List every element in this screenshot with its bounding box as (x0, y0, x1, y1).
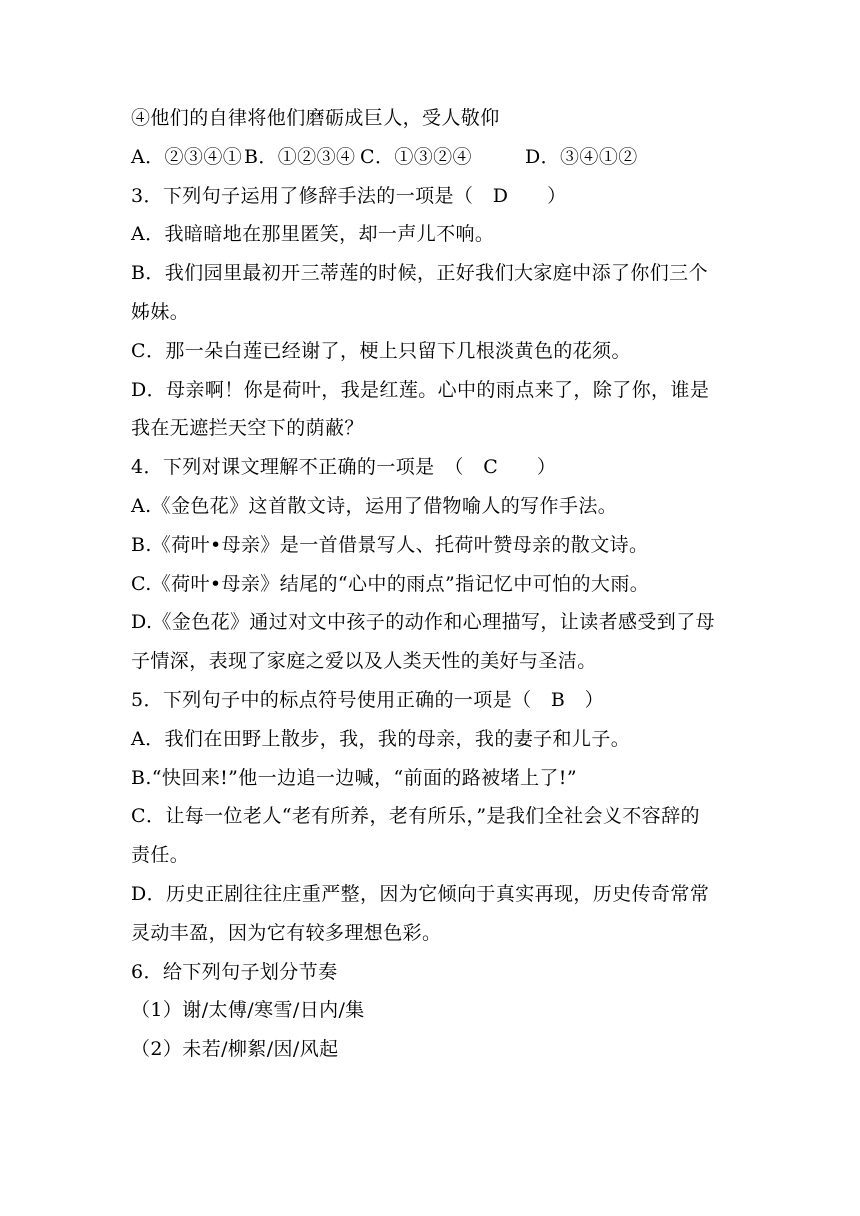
q3-option-d-cont: 我在无遮拦天空下的荫蔽？ (131, 417, 364, 440)
option-b: B．①②③④ (244, 145, 356, 168)
q5-option-c: C．让每一位老人“老有所养，老有所乐，”是我们全社会义不容辞的 (131, 805, 700, 828)
q3-option-d: D．母亲啊！你是荷叶，我是红莲。心中的雨点来了，除了你，谁是 (131, 378, 710, 401)
question-6-title: 6．给下列句子划分节奏 (131, 960, 338, 983)
q3-option-c: C．那一朵白莲已经谢了，梗上只留下几根淡黄色的花须。 (131, 339, 631, 362)
q4-option-b: B.《荷叶•母亲》是一首借景写人、托荷叶赞母亲的散文诗。 (131, 533, 649, 556)
question-5-title: 5．下列句子中的标点符号使用正确的一项是（ B ） (131, 688, 605, 711)
q3-option-b-cont: 姊妹。 (131, 300, 190, 323)
q4-option-c: C.《荷叶•母亲》结尾的“心中的雨点”指记忆中可怕的大雨。 (131, 572, 650, 595)
q5-option-a: A．我们在田野上散步，我，我的母亲，我的妻子和儿子。 (131, 727, 631, 750)
q5-option-d: D．历史正剧往往庄重严整，因为它倾向于真实再现，历史传奇常常 (131, 882, 710, 905)
option-c: C．①③②④ (360, 145, 472, 168)
q6-item-2: （2）未若/柳絮/因/风起 (131, 1038, 339, 1061)
q3-option-a: A．我暗暗地在那里匿笑，却一声儿不响。 (131, 223, 495, 246)
question-3-title: 3．下列句子运用了修辞手法的一项是（ D ） (131, 184, 567, 207)
q4-option-a: A.《金色花》这首散文诗，运用了借物喻人的写作手法。 (131, 494, 618, 517)
q4-option-d: D.《金色花》通过对文中孩子的动作和心理描写，让读者感受到了母 (131, 611, 715, 634)
option-a: A．②③④① (131, 145, 243, 168)
statement-4: ④他们的自律将他们磨砺成巨人，受人敬仰 (131, 107, 500, 129)
q4-option-d-cont: 子情深，表现了家庭之爱以及人类天性的美好与圣洁。 (131, 650, 597, 673)
q5-option-b: B.“快回来!”他一边追一边喊，“前面的路被堵上了!” (131, 766, 577, 789)
option-d: D．③④①② (525, 145, 638, 168)
q2-options (131, 138, 800, 177)
q5-option-d-cont: 灵动丰盈，因为它有较多理想色彩。 (131, 921, 442, 944)
q3-option-b: B．我们园里最初开三蒂莲的时候，正好我们大家庭中添了你们三个 (131, 262, 708, 285)
q5-option-c-cont: 责任。 (131, 844, 190, 867)
q6-item-1: （1）谢/太傅/寒雪/日内/集 (131, 999, 365, 1022)
question-4-title: 4．下列对课文理解不正确的一项是 （ C ） (131, 456, 557, 479)
